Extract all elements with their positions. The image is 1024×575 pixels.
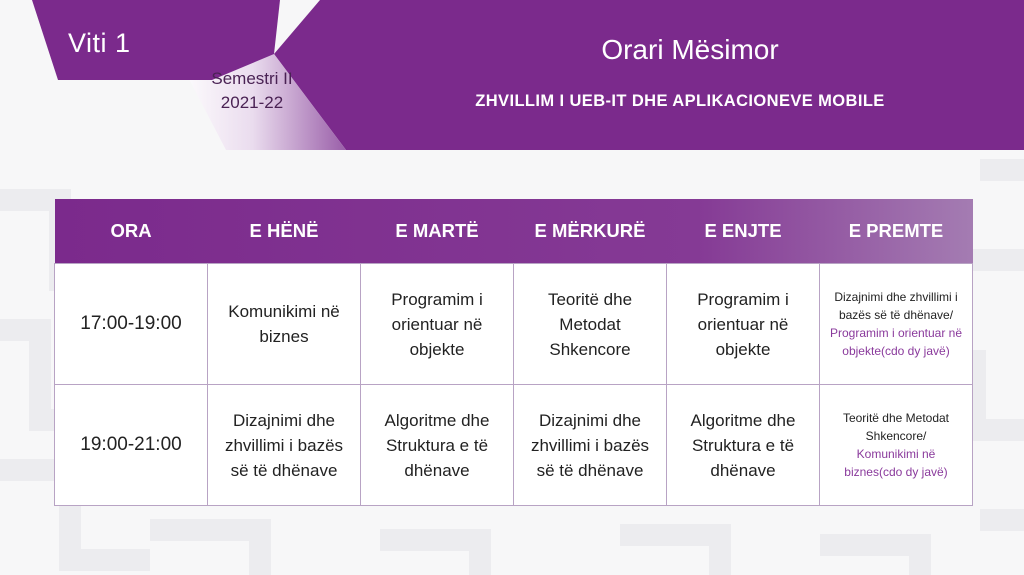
time-slot: 19:00-21:00 <box>55 385 208 506</box>
semester-label: Semestri II <box>211 69 293 88</box>
column-header-time: ORA <box>110 220 152 241</box>
table-row <box>55 385 973 506</box>
friday-class <box>820 385 973 506</box>
monday-class: Dizajnimi dhe zhvillimi i bazës së të dhënave <box>208 385 361 506</box>
column-header-thursday: E ENJTE <box>704 220 782 241</box>
tuesday-class: Programim i orientuar në objekte <box>361 264 514 385</box>
column-header-tuesday: E MARTË <box>395 220 479 241</box>
wednesday-class: Teoritë dhe Metodat Shkencore <box>514 264 667 385</box>
year-label: Viti 1 <box>68 28 131 58</box>
thursday-class: Algoritme dhe Struktura e të dhënave <box>667 385 820 506</box>
table-row <box>55 264 973 385</box>
friday-class-main: Teoritë dhe Metodat Shkencore/ <box>842 411 950 443</box>
column-header-wednesday: E MËRKURË <box>534 220 646 241</box>
header-banner <box>0 0 1024 150</box>
page-title: Orari Mësimor <box>601 34 779 65</box>
monday-class: Komunikimi në biznes <box>208 264 361 385</box>
friday-class-alternate: Komunikimi në biznes(cdo dy javë) <box>844 447 948 479</box>
thursday-class: Programim i orientuar në objekte <box>667 264 820 385</box>
tuesday-class: Algoritme dhe Struktura e të dhënave <box>361 385 514 506</box>
friday-class-alternate: Programim i orientuar në objekte(cdo dy javë) <box>829 326 963 358</box>
friday-class <box>820 264 973 385</box>
table-header-row <box>55 199 973 264</box>
friday-class-main: Dizajnimi dhe zhvillimi i bazës së të dhënave/ <box>834 290 958 322</box>
wednesday-class: Dizajnimi dhe zhvillimi i bazës së të dhënave <box>514 385 667 506</box>
column-header-friday: E PREMTE <box>848 220 944 241</box>
academic-year: 2021-22 <box>220 93 284 112</box>
semester-info <box>196 67 308 115</box>
column-header-monday: E HËNË <box>249 220 319 241</box>
schedule-table <box>54 199 973 506</box>
time-slot: 17:00-19:00 <box>55 264 208 385</box>
program-name: ZHVILLIM I UEB-IT DHE APLIKACIONEVE MOBILE <box>475 92 885 110</box>
